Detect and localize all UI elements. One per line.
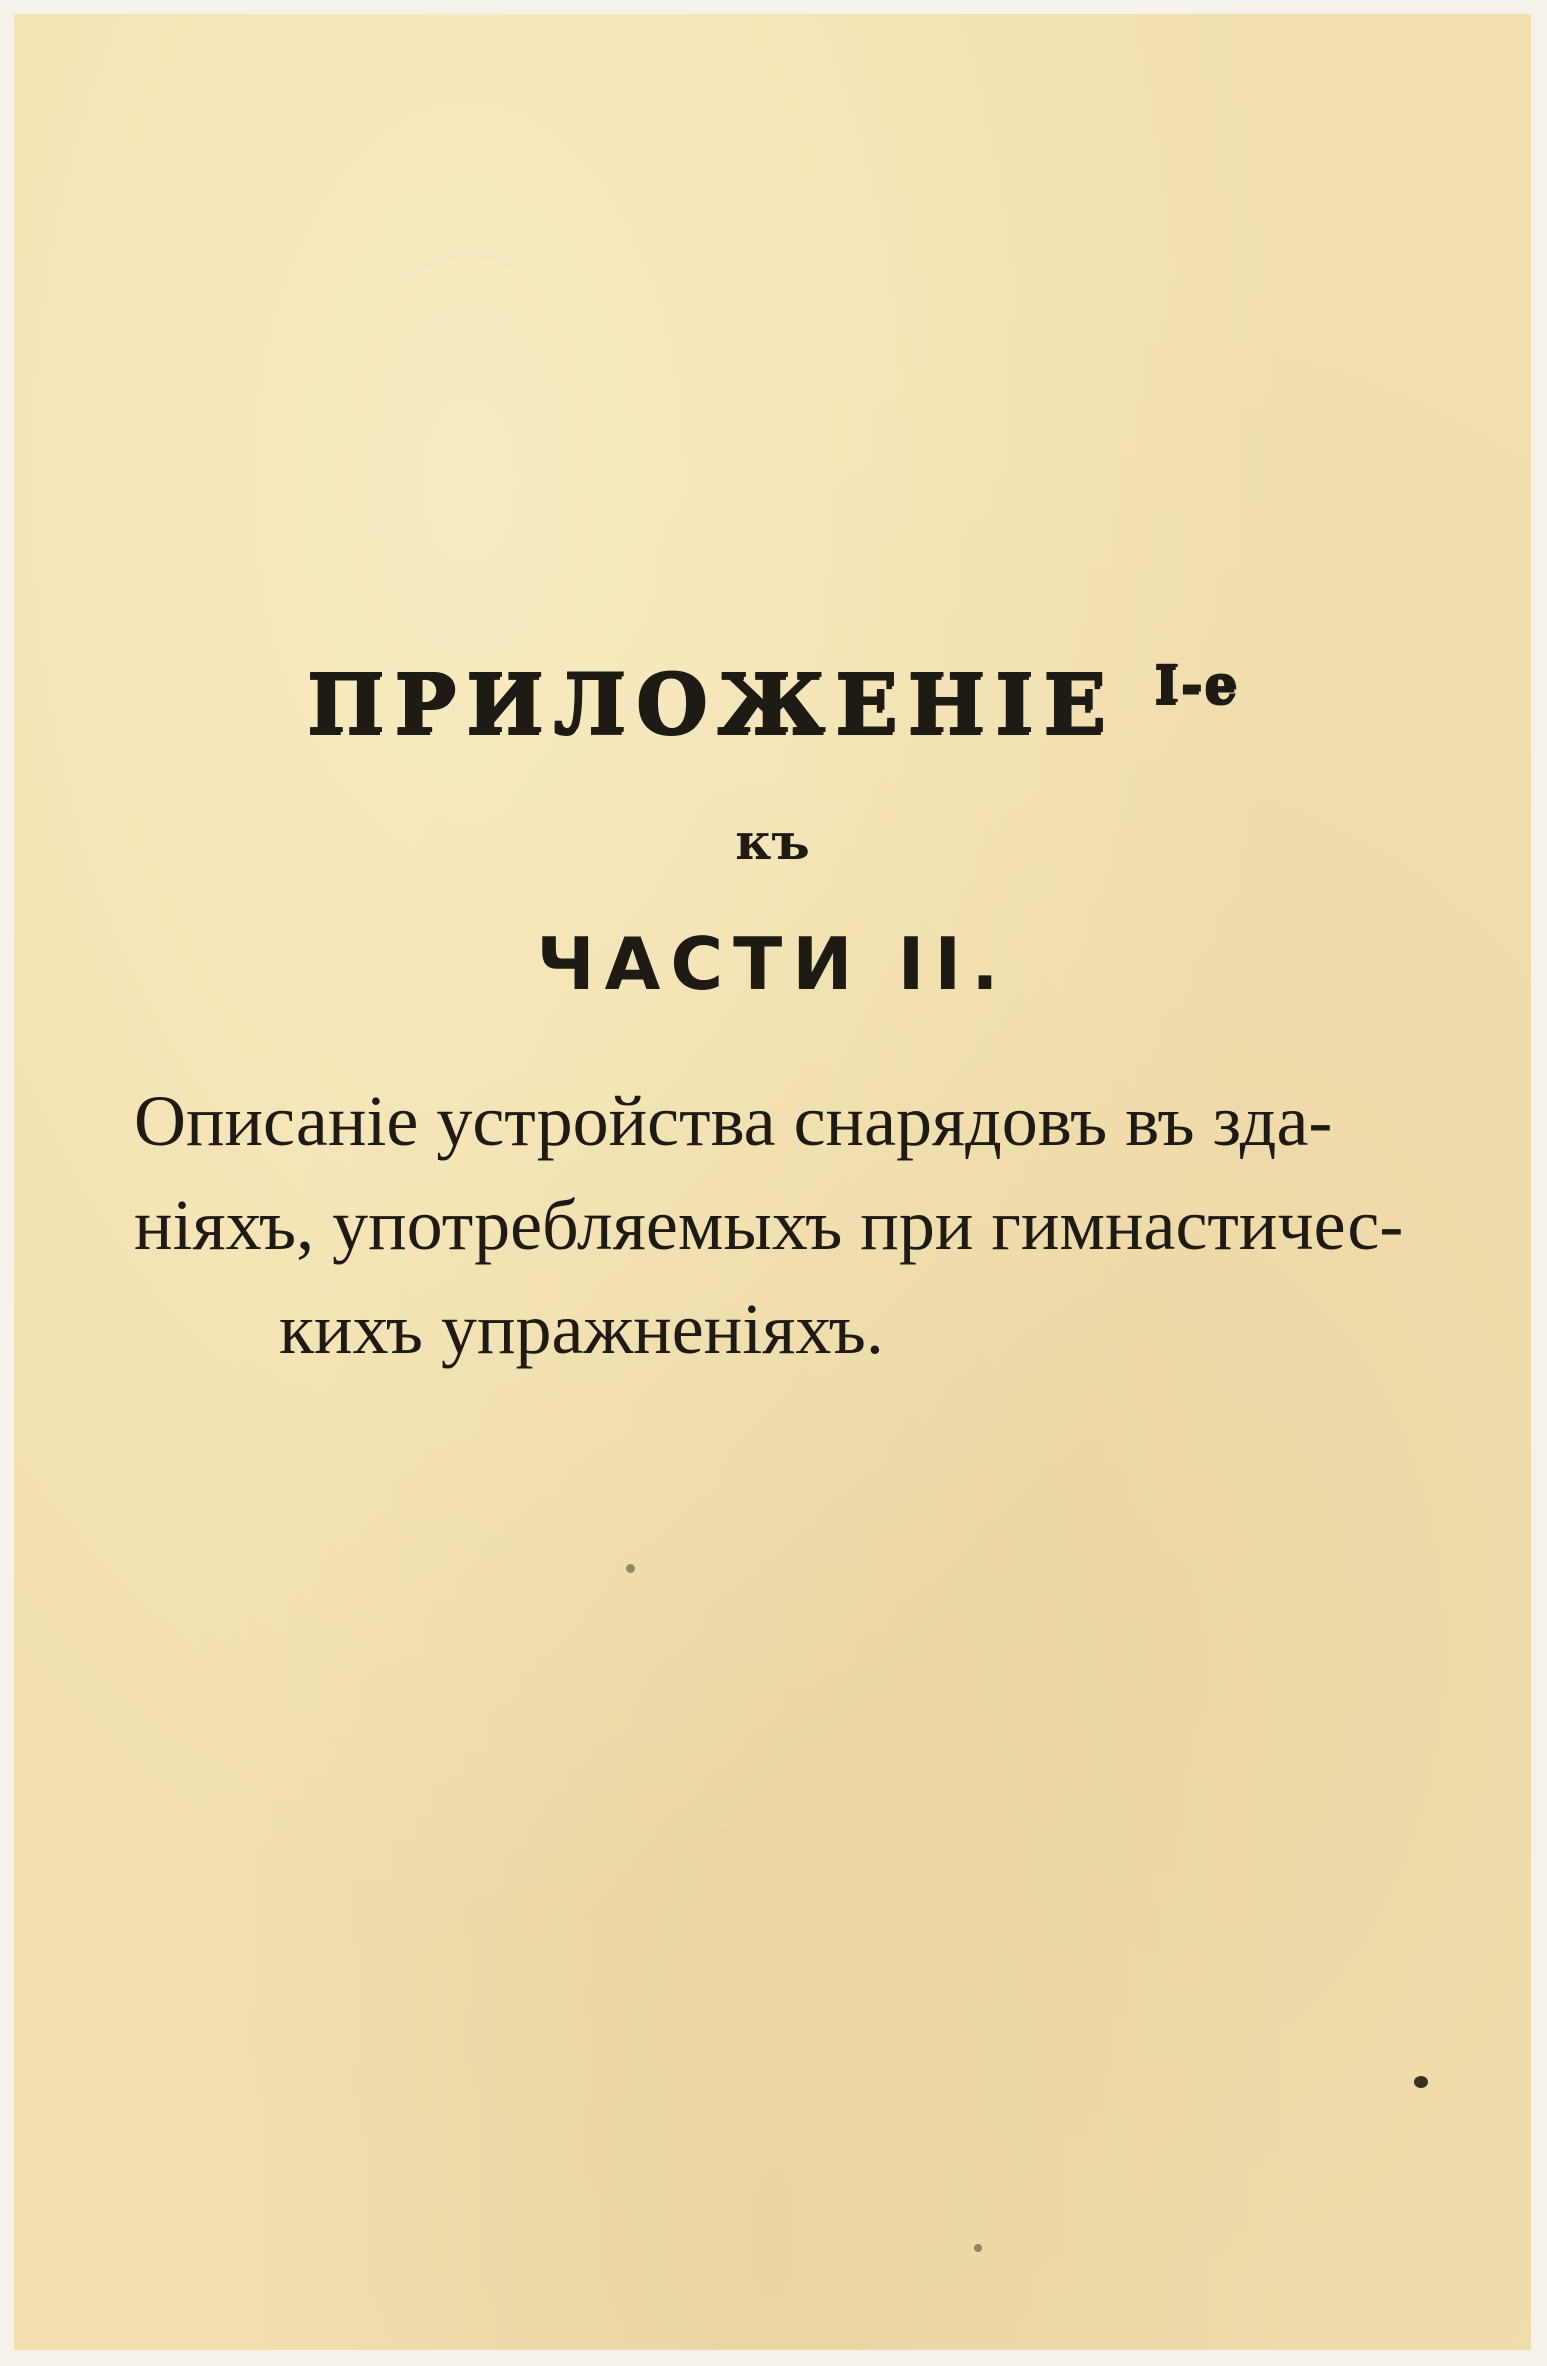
- ink-speck: [974, 2244, 982, 2252]
- title-preposition: къ: [735, 812, 810, 871]
- description-line-2: ніяхъ, употребляемыхъ при гимнастичес-: [134, 1185, 1404, 1265]
- appendix-number: I-е: [1153, 654, 1239, 715]
- appendix-title: [14, 654, 1531, 752]
- appendix-title-main: ПРИЛОЖЕНІЕ: [306, 656, 1116, 752]
- description-line-1: Описаніе устройства снарядовъ въ зда-: [134, 1081, 1333, 1161]
- ink-speck: [1414, 2076, 1428, 2088]
- part-heading: ЧАСТИ II.: [536, 922, 1009, 1006]
- bleed-through-text: [74, 574, 1374, 656]
- book-page: [14, 14, 1531, 2350]
- description-line-3: кихъ упражненіяхъ.: [279, 1289, 884, 1369]
- description-block: [134, 1069, 1404, 1381]
- ink-speck: [626, 1564, 635, 1573]
